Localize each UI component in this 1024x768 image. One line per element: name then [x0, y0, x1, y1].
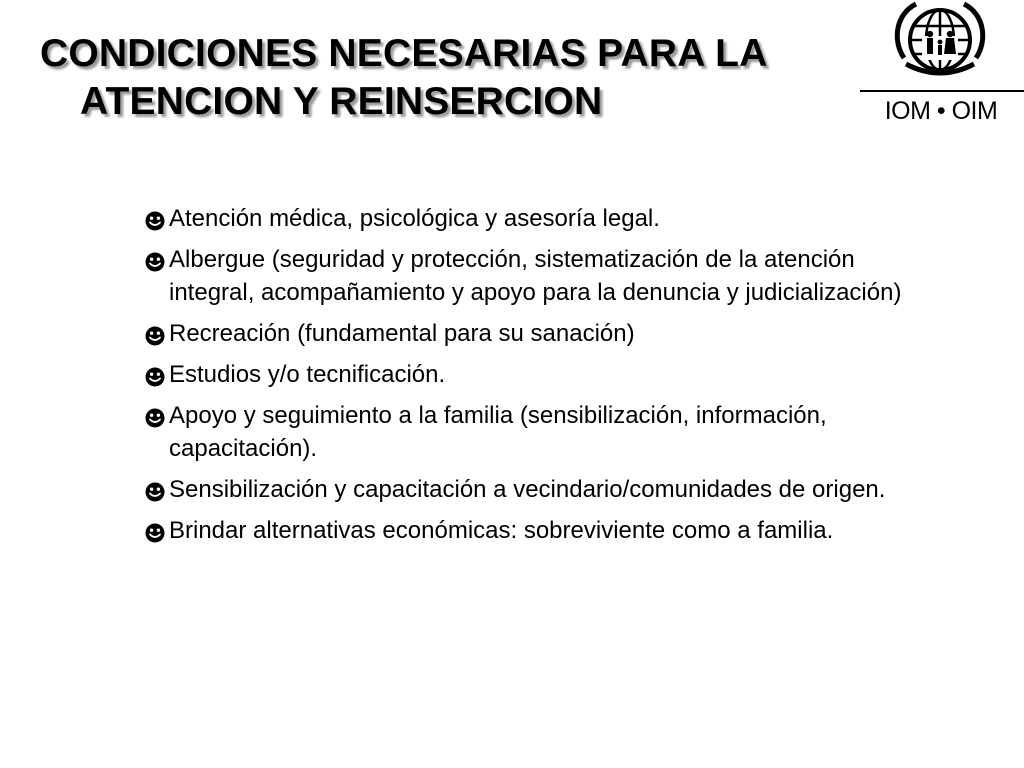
- smiley-face-icon: [145, 401, 167, 423]
- list-item: [145, 202, 945, 235]
- list-item: [145, 317, 945, 350]
- list-item-text: Albergue (seguridad y protección, sistematización de la atención integral, acompañamiento y apoyo para la denuncia y judicialización): [169, 246, 902, 306]
- logo-divider: [860, 90, 1024, 92]
- list-item-text: Atención médica, psicológica y asesoría legal.: [169, 205, 660, 232]
- logo-text: IOM • OIM: [884, 97, 998, 125]
- list-item: [145, 514, 945, 547]
- smiley-face-icon: [145, 319, 167, 341]
- list-item: [145, 358, 945, 391]
- list-item: [145, 399, 945, 465]
- list-item: [145, 243, 945, 309]
- smiley-face-icon: [145, 475, 167, 497]
- list-item-text: Recreación (fundamental para su sanación): [169, 320, 635, 347]
- title-line-2: ATENCION Y REINSERCION: [80, 80, 603, 123]
- list-item-text: Apoyo y seguimiento a la familia (sensibilización, información, capacitación).: [169, 402, 827, 462]
- list-item-text: Estudios y/o tecnificación.: [169, 361, 446, 388]
- smiley-face-icon: [145, 245, 167, 267]
- smiley-face-icon: [145, 204, 167, 226]
- smiley-face-icon: [145, 516, 167, 538]
- slide-title: [40, 30, 860, 126]
- list-item: [145, 473, 945, 506]
- list-item-text: Sensibilización y capacitación a vecindario/comunidades de origen.: [169, 476, 886, 503]
- bullet-list: [145, 202, 945, 555]
- iom-logo: [858, 0, 1024, 132]
- smiley-face-icon: [145, 360, 167, 382]
- iom-globe-family-icon: [890, 0, 990, 86]
- list-item-text: Brindar alternativas económicas: sobreviviente como a familia.: [169, 517, 834, 544]
- title-line-1: CONDICIONES NECESARIAS PARA LA: [40, 32, 768, 75]
